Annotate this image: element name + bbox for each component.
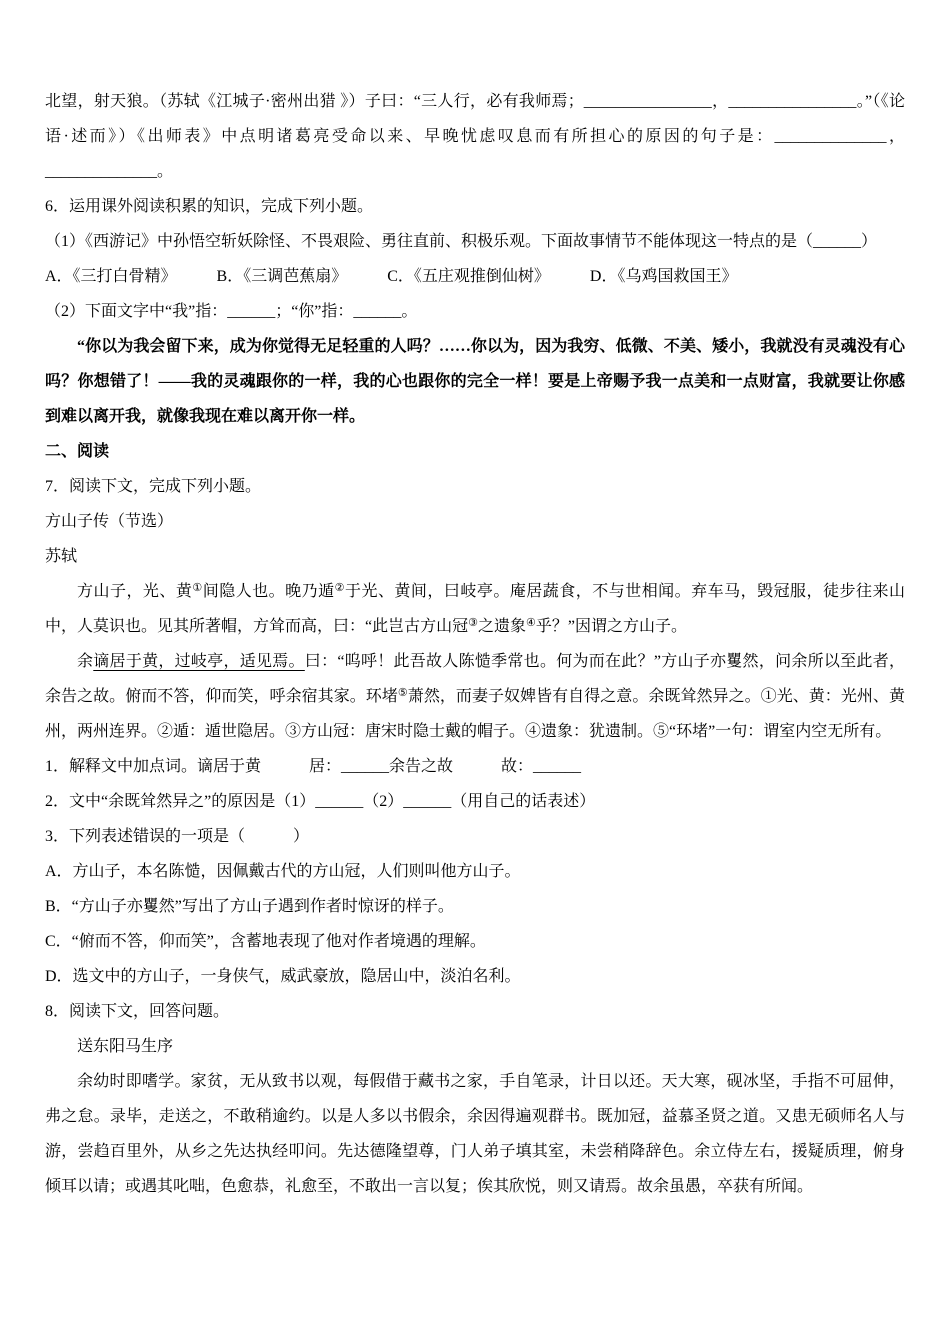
- q7-passage-paragraph-1: [45, 574, 905, 644]
- passage-text: 于光、黄间，曰岐亭。庵居蔬食，不与世相闻。弃车马，毁冠服，徒步往来山中，人莫识也。见其所著帽，方耸而高，曰：“此岂古方山冠: [45, 583, 905, 635]
- section-2-heading: 二、阅读: [45, 443, 110, 460]
- note-marker-1: ①: [192, 582, 203, 594]
- q5-fill-blank-continuation: 北望，射天狼。（苏轼《江城子·密州出猎 》）子曰：“三人行，必有我师焉；________________，________________。”（《论语·述而》）《出师表》中点明诸葛亮受命以来、早晚忧虑叹息而有所担心的原因的句子是：______________，______________。: [45, 93, 905, 180]
- q7-sub3-option-b: B．“方山子亦矍然”写出了方山子遇到作者时惊讶的样子。: [45, 898, 454, 915]
- passage-text-with-notes: 萧然，而妻子奴婢皆有自得之意。余既耸然异之。①光、黄：光州、黄州，两州连界。②遁：遁世隐居。③方山冠：唐宋时隐士戴的帽子。④遗象：犹遗制。⑤“环堵”一句：谓室内空无所有。: [45, 688, 905, 740]
- underlined-phrase: 谪居于黄，过岐亭，适见焉。: [93, 653, 305, 670]
- q7-subquestion-3: 3．下列表述错误的一项是（ ）: [45, 828, 310, 845]
- note-marker-2: ②: [334, 582, 345, 594]
- passage-text: 方山子，光、黄: [77, 583, 193, 600]
- passage-text: 间隐人也。晚乃遁: [202, 583, 335, 600]
- passage-text: 之遗象: [477, 618, 526, 635]
- q8-passage-title: 送东阳马生序: [77, 1038, 174, 1055]
- q7-stem: 7．阅读下文，完成下列小题。: [45, 478, 262, 495]
- passage-text: 余: [77, 653, 94, 670]
- q8-passage-body: 余幼时即嗜学。家贫，无从致书以观，每假借于藏书之家，手自笔录，计日以还。天大寒，砚冰坚，手指不可屈伸，弗之怠。录毕，走送之，不敢稍逾约。以是人多以书假余，余因得遍观群书。既加冠，益慕圣贤之道。又患无硕师名人与游，尝趋百里外，从乡之先达执经叩问。先达德隆望尊，门人弟子填其室，未尝稍降辞色。余立侍左右，援疑质理，俯身倾耳以请；或遇其叱咄，色愈恭，礼愈至，不敢出一言以复；俟其欣悦，则又请焉。故余虽愚，卒获有所闻。: [45, 1073, 905, 1195]
- passage-text: 曰：“呜呼！此吾故人陈慥季常也。何为而在此？”方山子亦矍然，问余所以至此者，余告之故。俯而不答，仰而笑，呼余宿其家。环堵: [45, 653, 905, 705]
- q6-part1-options: A．《三打白骨精》 B．《三调芭蕉扇》 C．《五庄观推倒仙树》 D．《乌鸡国救国王》: [45, 268, 738, 285]
- q6-quote-passage: “你以为我会留下来，成为你觉得无足轻重的人吗？……你以为，因为我穷、低微、不美、矮小，我就没有灵魂没有心吗？你想错了！——我的灵魂跟你的一样，我的心也跟你的完全一样！要是上帝赐予我一点美和一点财富，我就要让你感到难以离开我，就像我现在难以离开你一样。: [45, 338, 905, 425]
- q7-sub3-option-d: D．选文中的方山子，一身侠气，威武豪放，隐居山中，淡泊名利。: [45, 968, 521, 985]
- q8-stem: 8．阅读下文，回答问题。: [45, 1003, 230, 1020]
- q7-passage-paragraph-2: [45, 644, 905, 749]
- q7-passage-title: 方山子传（节选）: [45, 513, 174, 530]
- q6-part1-question: （1）《西游记》中孙悟空斩妖除怪、不畏艰险、勇往直前、积极乐观。下面故事情节不能体现这一特点的是（______）: [45, 233, 878, 250]
- q6-part2-question: （2）下面文字中“我”指：______；“你”指：______。: [45, 303, 418, 320]
- q7-subquestion-1: 1．解释文中加点词。谪居于黄 居：______余告之故 故：______: [45, 758, 582, 775]
- q7-sub3-option-c: C．“俯而不答，仰而笑”，含蓄地表现了他对作者境遇的理解。: [45, 933, 486, 950]
- q7-passage-author: 苏轼: [45, 548, 78, 565]
- passage-text: 乎？”因谓之方山子。: [535, 618, 687, 635]
- note-marker-4: ④: [526, 617, 536, 629]
- q7-subquestion-2: 2．文中“余既耸然异之”的原因是（1）______（2）______（用自己的话表述）: [45, 793, 596, 810]
- q7-sub3-option-a: A．方山子，本名陈慥，因佩戴古代的方山冠，人们则叫他方山子。: [45, 863, 521, 880]
- q6-stem: 6．运用课外阅读积累的知识，完成下列小题。: [45, 198, 374, 215]
- note-marker-3: ③: [468, 617, 478, 629]
- note-marker-5: ⑤: [397, 687, 408, 699]
